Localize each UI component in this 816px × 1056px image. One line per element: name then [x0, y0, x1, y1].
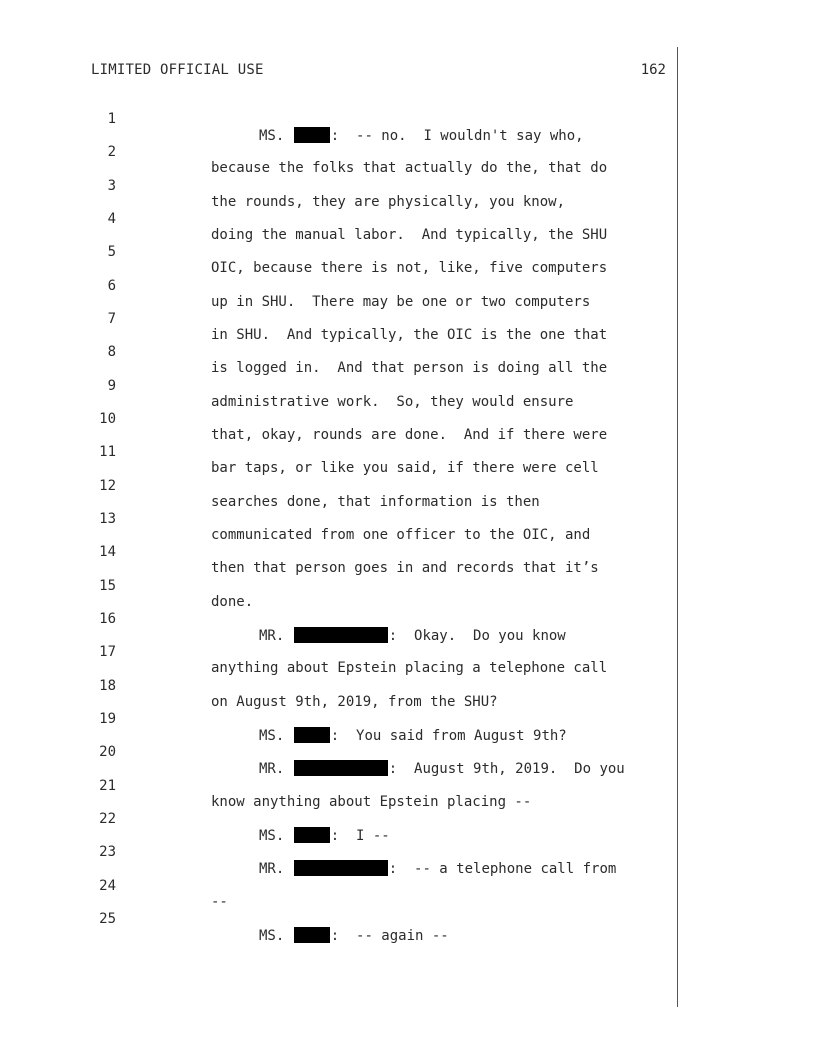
line-number: 23	[99, 844, 116, 860]
transcript-line	[0, 662, 816, 710]
line-number: 11	[99, 444, 116, 460]
transcript-line	[0, 328, 816, 376]
line-text: the rounds, they are physically, you know,	[211, 194, 566, 210]
speaker-title: MS.	[259, 928, 285, 944]
transcript-line	[0, 462, 816, 510]
line-text: anything about Epstein placing a telephone call	[211, 660, 608, 676]
line-text: done.	[211, 594, 254, 610]
line-number: 2	[107, 144, 116, 160]
line-number: 16	[99, 611, 116, 627]
line-text: that, okay, rounds are done. And if there were	[211, 427, 608, 443]
transcript-line	[0, 495, 816, 543]
speaker-title: MS.	[259, 828, 285, 844]
line-text: in SHU. And typically, the OIC is the one that	[211, 327, 608, 343]
transcript-line	[0, 95, 816, 144]
redaction-box	[294, 927, 330, 943]
transcript-line	[0, 395, 816, 443]
speaker-title: MS.	[259, 728, 285, 744]
line-number: 17	[99, 644, 116, 660]
line-number: 12	[99, 478, 116, 494]
page-number: 162	[640, 62, 666, 78]
transcript-line	[0, 362, 816, 410]
transcript-line	[0, 162, 816, 210]
line-number: 20	[99, 744, 116, 760]
transcript-line	[0, 262, 816, 310]
line-number: 5	[107, 244, 116, 260]
line-continuation: : -- again --	[330, 928, 449, 944]
transcript-line	[0, 228, 816, 276]
line-number: 22	[99, 811, 116, 827]
line-number: 4	[107, 211, 116, 227]
transcript-line	[0, 795, 816, 844]
line-number: 14	[99, 544, 116, 560]
line-text: on August 9th, 2019, from the SHU?	[211, 694, 498, 710]
speaker-title: MS.	[259, 128, 285, 144]
transcript-line	[0, 728, 816, 777]
line-number: 10	[99, 411, 116, 427]
speaker-title: MR.	[259, 628, 285, 644]
speaker-title: MR.	[259, 761, 285, 777]
line-number: 3	[107, 178, 116, 194]
transcript-line	[0, 562, 816, 610]
line-continuation: : -- a telephone call from	[388, 861, 617, 877]
line-number: 21	[99, 778, 116, 794]
transcript-line	[0, 428, 816, 476]
line-number: 8	[107, 344, 116, 360]
line-number: 19	[99, 711, 116, 727]
line-text: is logged in. And that person is doing all the	[211, 360, 608, 376]
line-number: 6	[107, 278, 116, 294]
speaker-title: MR.	[259, 861, 285, 877]
line-continuation: : I --	[330, 828, 390, 844]
page-header-classification: LIMITED OFFICIAL USE	[91, 62, 264, 78]
line-text: know anything about Epstein placing --	[211, 794, 532, 810]
transcript-line	[0, 528, 816, 576]
transcript-line	[0, 628, 816, 676]
line-number: 15	[99, 578, 116, 594]
transcript-line	[0, 895, 816, 944]
line-text: up in SHU. There may be one or two computers	[211, 294, 591, 310]
line-text: OIC, because there is not, like, five computers	[211, 260, 608, 276]
line-text: because the folks that actually do the, that do	[211, 160, 608, 176]
line-text: administrative work. So, they would ensure	[211, 394, 574, 410]
transcript-line	[0, 595, 816, 644]
line-text: doing the manual labor. And typically, the SHU	[211, 227, 608, 243]
line-text: bar taps, or like you said, if there were cell	[211, 460, 599, 476]
line-number: 18	[99, 678, 116, 694]
line-continuation: : Okay. Do you know	[388, 628, 566, 644]
line-text	[259, 927, 449, 944]
transcript-line	[0, 862, 816, 910]
transcript-line	[0, 295, 816, 343]
line-text: --	[211, 894, 228, 910]
line-text: then that person goes in and records that it’s	[211, 560, 599, 576]
line-text: communicated from one officer to the OIC, and	[211, 527, 591, 543]
line-continuation: : -- no. I wouldn't say who,	[330, 128, 584, 144]
transcript-line	[0, 762, 816, 810]
line-continuation: : You said from August 9th?	[330, 728, 567, 744]
line-number: 1	[107, 111, 116, 127]
line-number: 13	[99, 511, 116, 527]
line-number: 25	[99, 911, 116, 927]
line-number: 9	[107, 378, 116, 394]
transcript-line	[0, 695, 816, 744]
transcript-line	[0, 828, 816, 877]
line-continuation: : August 9th, 2019. Do you	[388, 761, 625, 777]
transcript-line	[0, 128, 816, 176]
line-number: 24	[99, 878, 116, 894]
line-number: 7	[107, 311, 116, 327]
transcript-line	[0, 195, 816, 243]
line-text: searches done, that information is then	[211, 494, 540, 510]
